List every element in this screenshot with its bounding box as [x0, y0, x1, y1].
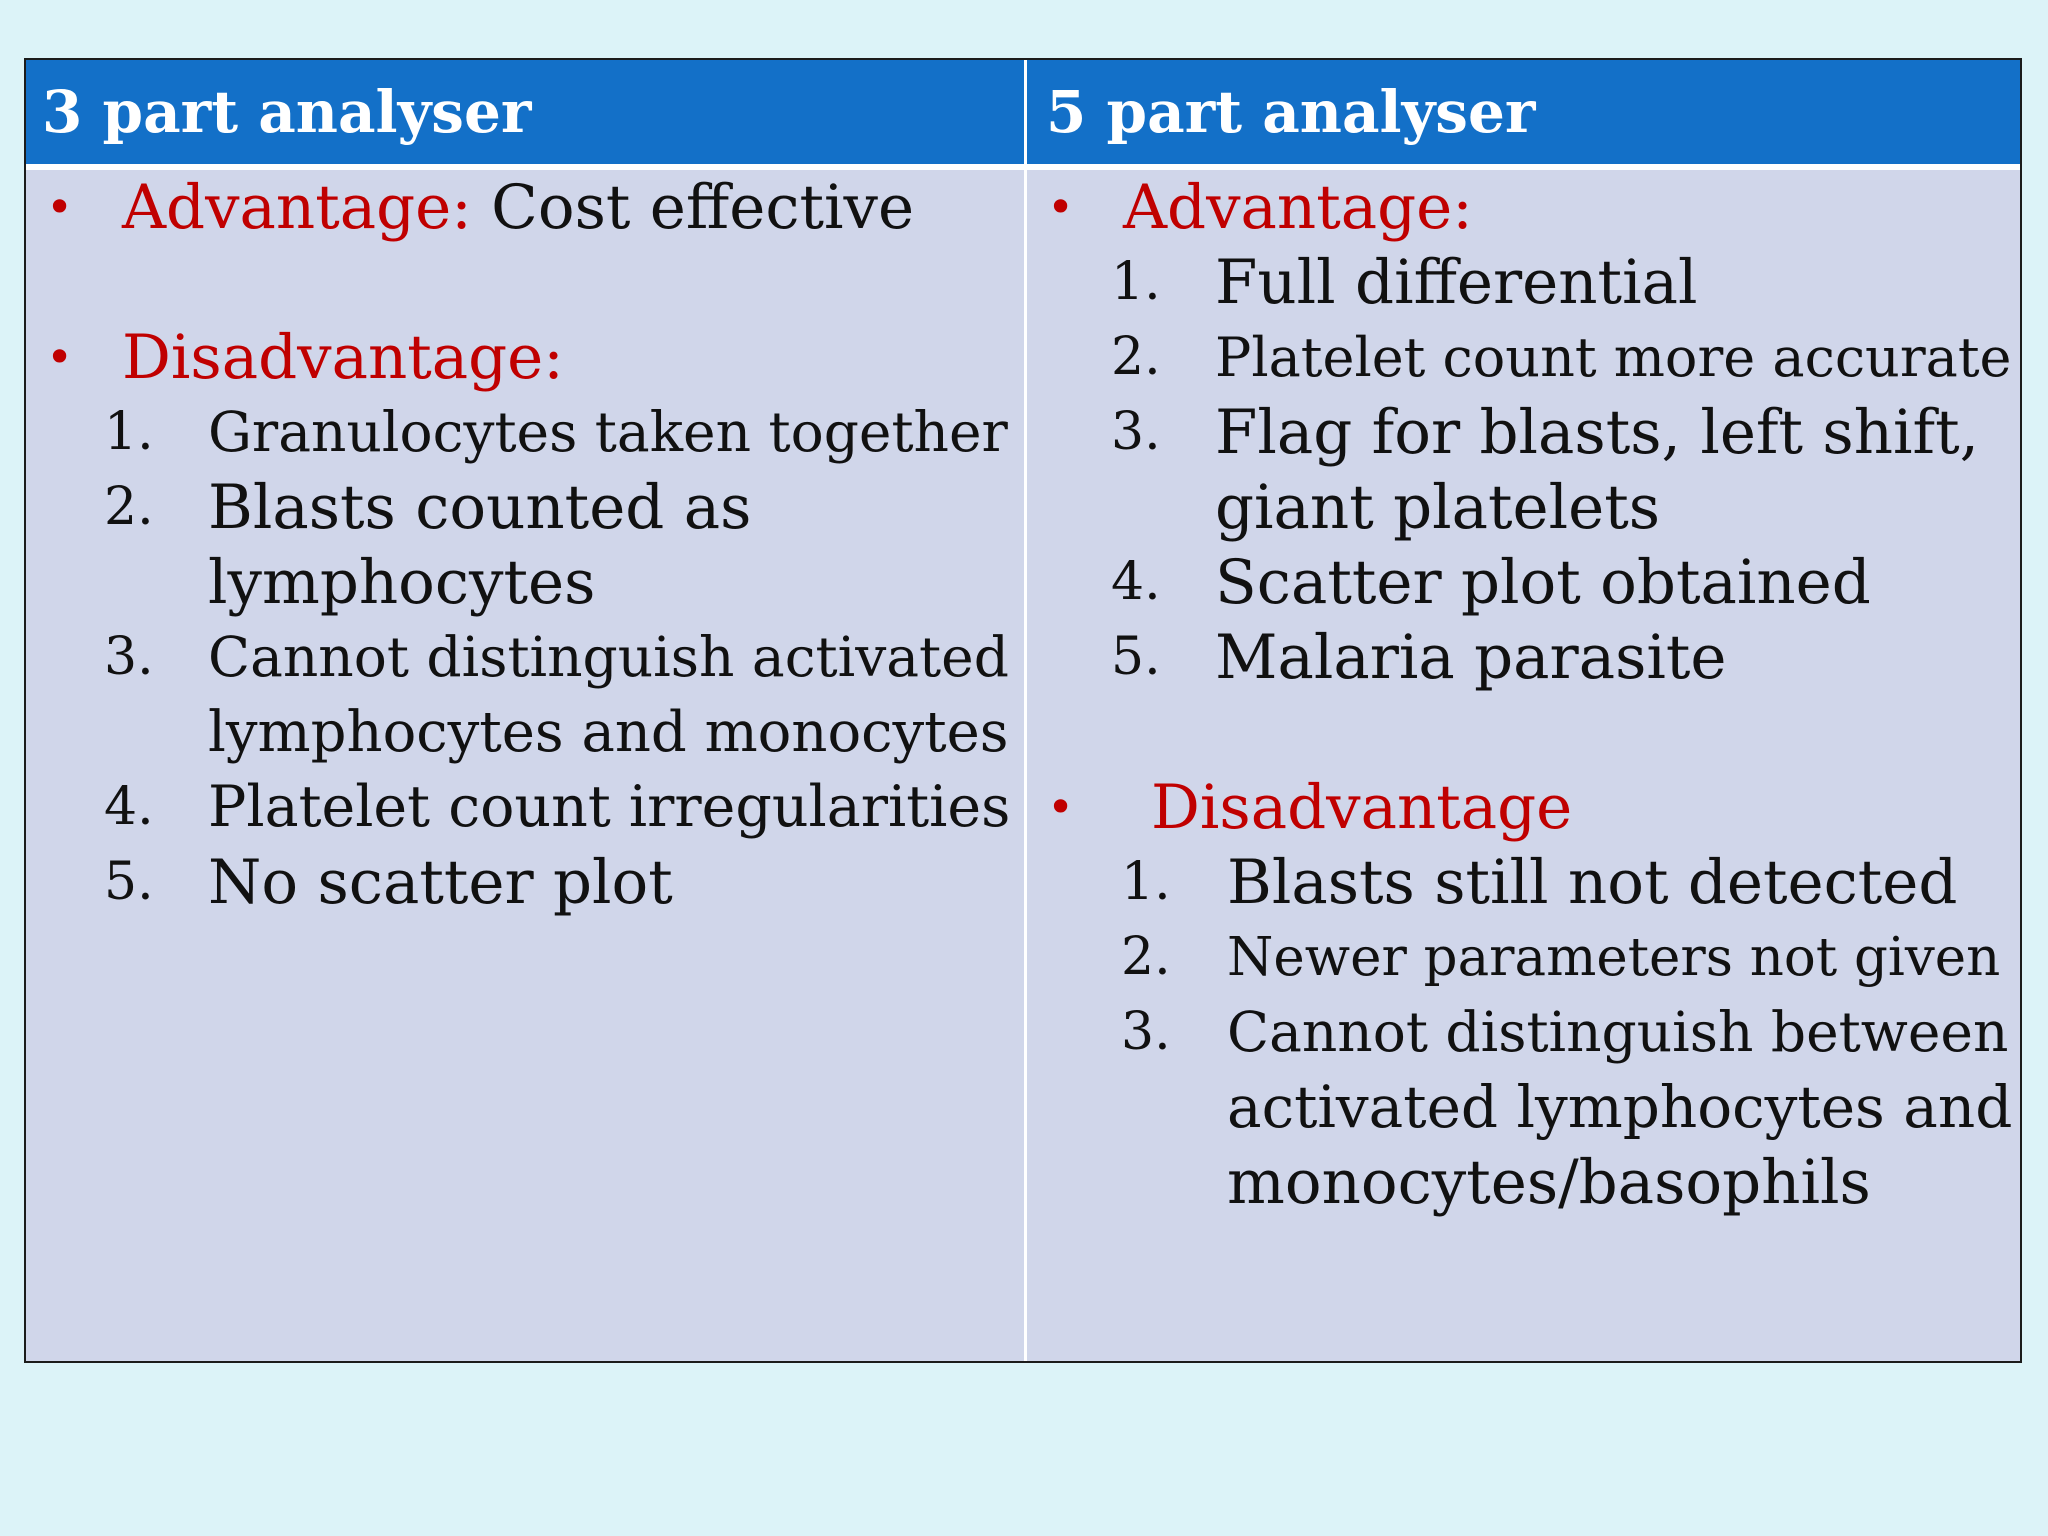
list-number: 4.: [104, 777, 154, 837]
list-number: 3.: [1111, 402, 1161, 462]
list-number: 1.: [1121, 852, 1171, 912]
list-item: Blasts still not detected: [1227, 847, 1958, 918]
list-item-continuation: activated lymphocytes and: [1227, 1073, 2013, 1141]
disadvantage-label: Disadvantage:: [122, 322, 564, 393]
header-5-part: 5 part analyser: [1046, 78, 1536, 146]
list-item: Cannot distinguish activated: [208, 625, 1009, 689]
list-item: No scatter plot: [208, 847, 673, 918]
list-item-continuation: lymphocytes and monocytes: [208, 700, 1009, 765]
list-number: 5.: [104, 852, 154, 912]
list-number: 3.: [104, 627, 154, 687]
list-item: Newer parameters not given: [1227, 927, 2001, 988]
list-item-continuation: lymphocytes: [208, 547, 596, 618]
list-item: Blasts counted as: [208, 472, 752, 543]
list-number: 1.: [104, 402, 154, 462]
list-item: Full differential: [1215, 247, 1698, 318]
list-item: Platelet count more accurate: [1215, 326, 2012, 389]
list-number: 2.: [1111, 327, 1161, 387]
advantage-label: Advantage:: [122, 172, 472, 243]
list-item-continuation: giant platelets: [1215, 472, 1661, 543]
list-number: 3.: [1121, 1002, 1171, 1062]
list-number: 4.: [1111, 552, 1161, 612]
column-divider: [1024, 60, 1027, 1361]
list-item: Granulocytes taken together: [208, 400, 1008, 464]
advantage-text: Cost effective: [471, 172, 915, 243]
comparison-table: [24, 58, 2022, 1363]
table-header-row: [26, 60, 2020, 170]
bullet-icon: •: [46, 180, 74, 234]
list-number: 2.: [1121, 927, 1171, 987]
disadvantage-label: Disadvantage: [1151, 772, 1573, 843]
list-item: Malaria parasite: [1215, 622, 1727, 693]
list-number: 5.: [1111, 627, 1161, 687]
header-3-part: 3 part analyser: [42, 78, 532, 146]
list-item: Flag for blasts, left shift,: [1215, 397, 1979, 468]
list-number: 1.: [1111, 252, 1161, 312]
list-item-continuation: monocytes/basophils: [1227, 1147, 1871, 1218]
list-number: 2.: [104, 477, 154, 537]
advantage-label: Advantage:: [1123, 172, 1473, 243]
list-item: Cannot distinguish between: [1227, 1000, 2009, 1064]
list-item: Platelet count irregularities: [208, 774, 1011, 840]
bullet-icon: •: [46, 330, 74, 384]
bullet-icon: •: [1047, 780, 1075, 834]
advantage-line: [122, 170, 914, 245]
bullet-icon: •: [1047, 180, 1075, 234]
list-item: Scatter plot obtained: [1215, 547, 1871, 618]
